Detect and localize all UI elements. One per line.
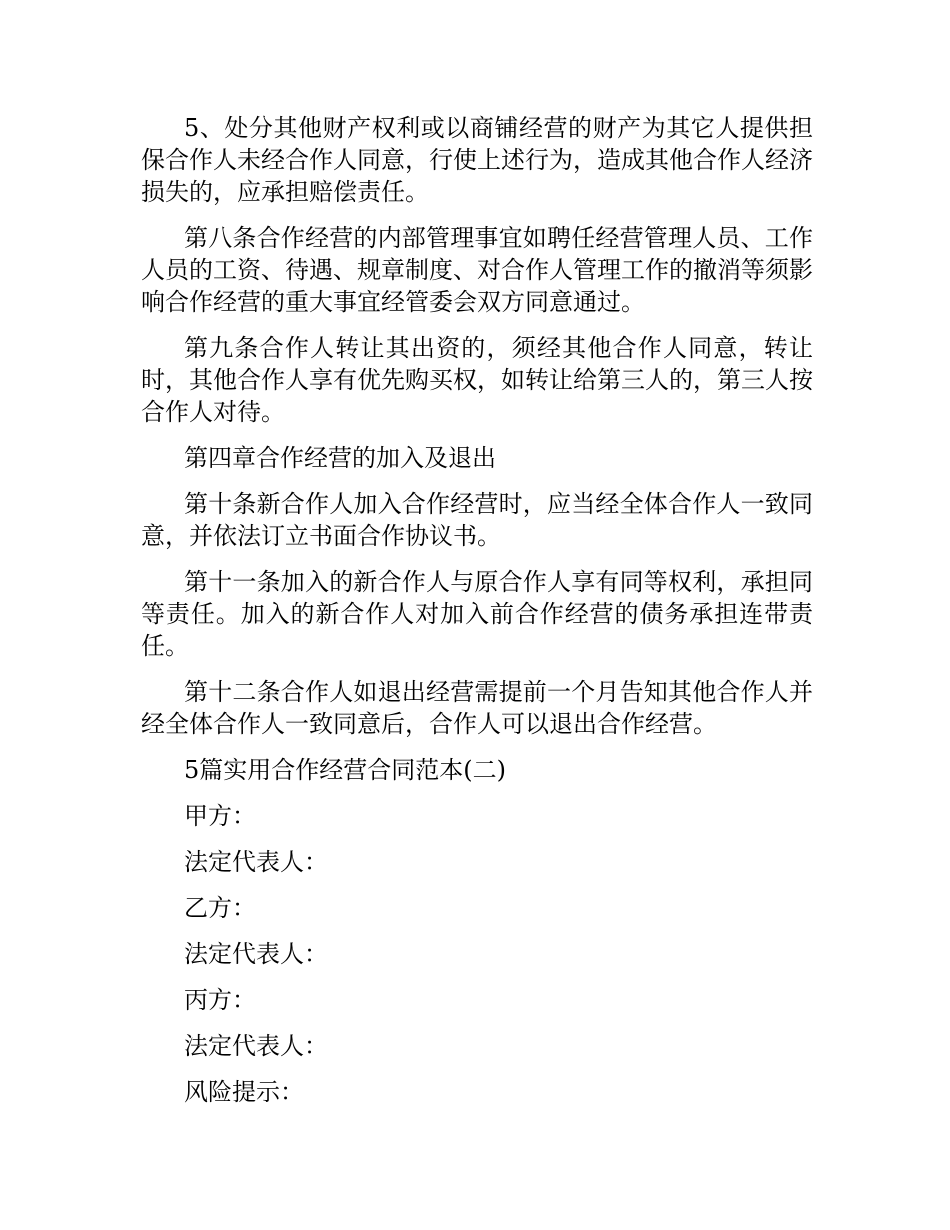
party-c-label: 丙方： xyxy=(184,986,256,1014)
party-a-representative-label: 法定代表人： xyxy=(184,848,328,876)
party-c-representative-label: 法定代表人： xyxy=(184,1032,328,1060)
paragraph-article-12: 第十二条合作人如退出经营需提前一个月告知其他合作人并经全体合作人一致同意后，合作人可以退出合作经营。 xyxy=(141,678,813,738)
paragraph-article-10: 第十条新合作人加入合作经营时，应当经全体合作人一致同意，并依法订立书面合作协议书。 xyxy=(141,490,813,550)
party-b-label: 乙方： xyxy=(184,894,256,922)
paragraph-clause-5: 5、处分其他财产权利或以商铺经营的财产为其它人提供担保合作人未经合作人同意，行使上述行为，造成其他合作人经济损失的，应承担赔偿责任。 xyxy=(141,114,813,206)
contract-template-title: 5篇实用合作经营合同范本(二) xyxy=(184,756,506,784)
party-a-label: 甲方： xyxy=(184,802,256,830)
party-b-representative-label: 法定代表人： xyxy=(184,940,328,968)
chapter-4-heading: 第四章合作经营的加入及退出 xyxy=(184,444,496,472)
paragraph-article-8: 第八条合作经营的内部管理事宜如聘任经营管理人员、工作人员的工资、待遇、规章制度、对合作人管理工作的撤消等须影响合作经营的重大事宜经管委会双方同意通过。 xyxy=(141,224,813,316)
risk-notice-label: 风险提示： xyxy=(184,1078,304,1106)
document-body xyxy=(141,112,813,1122)
paragraph-article-9: 第九条合作人转让其出资的，须经其他合作人同意，转让时，其他合作人享有优先购买权，如转让给第三人的，第三人按合作人对待。 xyxy=(141,334,813,426)
paragraph-article-11: 第十一条加入的新合作人与原合作人享有同等权利，承担同等责任。加入的新合作人对加入前合作经营的债务承担连带责任。 xyxy=(141,568,813,660)
